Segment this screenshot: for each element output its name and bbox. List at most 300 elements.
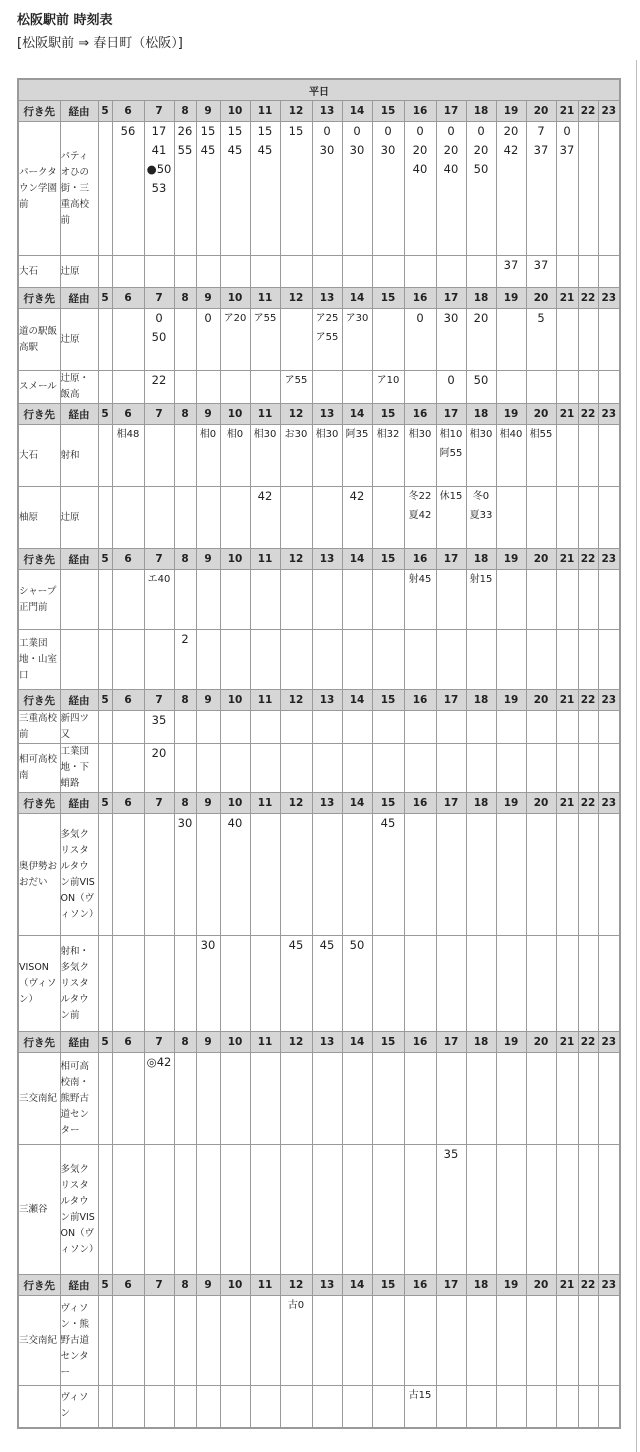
time-cell: 30 (174, 814, 196, 936)
time-cell (404, 1296, 436, 1386)
header-hour: 12 (280, 690, 312, 711)
header-hour: 9 (196, 1032, 220, 1053)
time-cell (98, 630, 112, 690)
header-hour: 8 (174, 101, 196, 122)
header-hour: 18 (466, 288, 496, 309)
time-cell (112, 371, 144, 404)
time-cell (466, 1386, 496, 1428)
time-cell (112, 711, 144, 744)
day-label: 平日 (18, 79, 620, 101)
time-cell (220, 711, 250, 744)
time-cell (598, 1053, 620, 1145)
header-destination: 行き先 (18, 793, 60, 814)
time-cell: 相10 阿55 (436, 425, 466, 487)
header-hour: 19 (496, 690, 526, 711)
header-hour: 13 (312, 1275, 342, 1296)
time-cell (312, 1145, 342, 1275)
time-cell: 古15 (404, 1386, 436, 1428)
section-header-row (18, 1032, 620, 1053)
header-hour: 10 (220, 101, 250, 122)
time-cell (174, 936, 196, 1032)
time-cell (196, 1053, 220, 1145)
time-cell (342, 744, 372, 793)
time-cell (578, 1053, 598, 1145)
time-cell (280, 1386, 312, 1428)
time-cell (556, 711, 578, 744)
time-cell (496, 1296, 526, 1386)
time-cell: 0 (404, 309, 436, 371)
header-via: 経由 (60, 690, 98, 711)
time-cell: 42 (342, 487, 372, 549)
time-cell (598, 630, 620, 690)
header-hour: 22 (578, 288, 598, 309)
header-hour: 10 (220, 793, 250, 814)
time-cell: 0 (196, 309, 220, 371)
time-cell: 阿35 (342, 425, 372, 487)
header-hour: 23 (598, 690, 620, 711)
destination-cell: 奥伊勢おおだい (18, 814, 60, 936)
time-cell (556, 371, 578, 404)
time-cell (372, 1386, 404, 1428)
timetable (17, 78, 621, 1429)
header-hour: 15 (372, 1275, 404, 1296)
header-hour: 20 (526, 1275, 556, 1296)
header-hour: 17 (436, 793, 466, 814)
time-cell (436, 744, 466, 793)
time-cell (112, 1296, 144, 1386)
header-hour: 7 (144, 793, 174, 814)
time-cell (578, 487, 598, 549)
header-hour: 20 (526, 101, 556, 122)
time-cell: 22 (144, 371, 174, 404)
time-cell (372, 1296, 404, 1386)
time-cell (196, 1145, 220, 1275)
timetable-row (18, 1053, 620, 1145)
destination-cell: 道の駅飯高駅 (18, 309, 60, 371)
time-cell (144, 814, 174, 936)
time-cell (196, 630, 220, 690)
time-cell (526, 1145, 556, 1275)
time-cell (496, 711, 526, 744)
time-cell (312, 371, 342, 404)
time-cell (220, 1296, 250, 1386)
header-hour: 5 (98, 1275, 112, 1296)
header-hour: 14 (342, 793, 372, 814)
header-hour: 21 (556, 549, 578, 570)
header-hour: 11 (250, 690, 280, 711)
time-cell (98, 122, 112, 256)
time-cell: エ40 (144, 570, 174, 630)
time-cell (174, 1145, 196, 1275)
time-cell (556, 1145, 578, 1275)
time-cell (342, 256, 372, 288)
time-cell (250, 711, 280, 744)
header-hour: 14 (342, 1275, 372, 1296)
time-cell (98, 425, 112, 487)
header-hour: 8 (174, 793, 196, 814)
time-cell (466, 1053, 496, 1145)
time-cell: 5 (526, 309, 556, 371)
time-cell (556, 487, 578, 549)
timetable-row (18, 711, 620, 744)
header-hour: 20 (526, 288, 556, 309)
header-hour: 12 (280, 793, 312, 814)
header-hour: 18 (466, 404, 496, 425)
time-cell (174, 309, 196, 371)
header-via: 経由 (60, 793, 98, 814)
header-hour: 6 (112, 1032, 144, 1053)
header-hour: 23 (598, 1275, 620, 1296)
header-hour: 12 (280, 101, 312, 122)
header-destination: 行き先 (18, 1275, 60, 1296)
header-hour: 18 (466, 690, 496, 711)
time-cell: 30 (196, 936, 220, 1032)
time-cell (526, 371, 556, 404)
time-cell (372, 309, 404, 371)
via-cell: 多気クリスタルタウン前VISON（ヴィソン） (60, 1145, 98, 1275)
time-cell (598, 371, 620, 404)
header-hour: 5 (98, 793, 112, 814)
time-cell (196, 814, 220, 936)
time-cell (112, 630, 144, 690)
header-hour: 7 (144, 690, 174, 711)
via-cell: 辻原・飯高 (60, 371, 98, 404)
time-cell: 0 30 (372, 122, 404, 256)
time-cell (98, 309, 112, 371)
time-cell (578, 309, 598, 371)
time-cell (436, 1053, 466, 1145)
section-header-row (18, 690, 620, 711)
time-cell: 0 (436, 371, 466, 404)
time-cell (220, 630, 250, 690)
via-cell: 射和 (60, 425, 98, 487)
header-hour: 22 (578, 404, 598, 425)
header-hour: 9 (196, 1275, 220, 1296)
time-cell (112, 744, 144, 793)
time-cell (526, 936, 556, 1032)
header-hour: 8 (174, 549, 196, 570)
header-hour: 5 (98, 101, 112, 122)
header-hour: 23 (598, 288, 620, 309)
header-hour: 6 (112, 288, 144, 309)
header-hour: 11 (250, 101, 280, 122)
time-cell (526, 744, 556, 793)
time-cell: 45 (372, 814, 404, 936)
time-cell (342, 1386, 372, 1428)
time-cell (578, 1296, 598, 1386)
time-cell (220, 371, 250, 404)
header-hour: 16 (404, 101, 436, 122)
time-cell (526, 630, 556, 690)
time-cell (112, 936, 144, 1032)
time-cell: 30 (436, 309, 466, 371)
time-cell (196, 711, 220, 744)
header-hour: 7 (144, 101, 174, 122)
time-cell (496, 630, 526, 690)
destination-cell: 相可高校南 (18, 744, 60, 793)
timetable-row (18, 487, 620, 549)
time-cell (144, 1386, 174, 1428)
day-header-row (18, 79, 620, 101)
time-cell (174, 371, 196, 404)
time-cell (112, 487, 144, 549)
time-cell (436, 1296, 466, 1386)
destination-cell: 大石 (18, 425, 60, 487)
time-cell (342, 814, 372, 936)
time-cell (404, 1053, 436, 1145)
time-cell (144, 1145, 174, 1275)
time-cell: 37 (526, 256, 556, 288)
time-cell (250, 1296, 280, 1386)
header-hour: 16 (404, 1275, 436, 1296)
header-hour: 21 (556, 793, 578, 814)
time-cell (280, 570, 312, 630)
time-cell: 相48 (112, 425, 144, 487)
header-hour: 16 (404, 690, 436, 711)
time-cell (578, 122, 598, 256)
time-cell (372, 1053, 404, 1145)
header-hour: 15 (372, 404, 404, 425)
time-cell (342, 371, 372, 404)
destination-cell: 三重高校前 (18, 711, 60, 744)
time-cell: 40 (220, 814, 250, 936)
via-cell: 新四ツ又 (60, 711, 98, 744)
time-cell (598, 1296, 620, 1386)
header-hour: 13 (312, 549, 342, 570)
header-destination: 行き先 (18, 549, 60, 570)
time-cell (496, 487, 526, 549)
time-cell (280, 487, 312, 549)
time-cell (250, 936, 280, 1032)
time-cell (496, 1145, 526, 1275)
time-cell (280, 256, 312, 288)
via-cell (60, 570, 98, 630)
header-hour: 12 (280, 404, 312, 425)
time-cell (280, 814, 312, 936)
time-cell (466, 256, 496, 288)
header-via: 経由 (60, 101, 98, 122)
time-cell (112, 814, 144, 936)
time-cell: 射45 (404, 570, 436, 630)
header-hour: 15 (372, 101, 404, 122)
timetable-row (18, 256, 620, 288)
time-cell (598, 711, 620, 744)
time-cell (496, 309, 526, 371)
time-cell: 17 41 ●50 53 (144, 122, 174, 256)
time-cell (436, 256, 466, 288)
time-cell: 15 45 (250, 122, 280, 256)
time-cell (98, 1386, 112, 1428)
section-header-row (18, 1275, 620, 1296)
time-cell (174, 744, 196, 793)
time-cell: ア55 (250, 309, 280, 371)
time-cell (280, 1053, 312, 1145)
header-hour: 11 (250, 549, 280, 570)
time-cell (112, 570, 144, 630)
time-cell (250, 570, 280, 630)
section-header-row (18, 288, 620, 309)
time-cell (98, 487, 112, 549)
header-hour: 5 (98, 549, 112, 570)
header-hour: 17 (436, 549, 466, 570)
header-hour: 14 (342, 288, 372, 309)
time-cell (436, 570, 466, 630)
time-cell (250, 256, 280, 288)
header-hour: 18 (466, 1032, 496, 1053)
destination-cell: 工業団地・山室口 (18, 630, 60, 690)
time-cell (174, 1053, 196, 1145)
header-hour: 6 (112, 101, 144, 122)
header-hour: 16 (404, 288, 436, 309)
time-cell (466, 711, 496, 744)
time-cell (556, 744, 578, 793)
timetable-row (18, 570, 620, 630)
time-cell (250, 371, 280, 404)
header-via: 経由 (60, 1275, 98, 1296)
time-cell (196, 256, 220, 288)
time-cell (404, 936, 436, 1032)
header-hour: 21 (556, 1032, 578, 1053)
time-cell: 相30 (250, 425, 280, 487)
time-cell (598, 256, 620, 288)
section-header-row (18, 549, 620, 570)
timetable-row (18, 744, 620, 793)
time-cell: 26 55 (174, 122, 196, 256)
time-cell (526, 814, 556, 936)
header-hour: 21 (556, 288, 578, 309)
time-cell: 0 37 (556, 122, 578, 256)
header-hour: 6 (112, 690, 144, 711)
header-hour: 7 (144, 288, 174, 309)
time-cell (196, 371, 220, 404)
time-cell (312, 1386, 342, 1428)
time-cell (312, 1053, 342, 1145)
time-cell (98, 711, 112, 744)
time-cell (112, 256, 144, 288)
time-cell (436, 936, 466, 1032)
time-cell: 20 (144, 744, 174, 793)
header-destination: 行き先 (18, 101, 60, 122)
via-cell: 辻原 (60, 309, 98, 371)
time-cell (98, 570, 112, 630)
time-cell (598, 1386, 620, 1428)
time-cell: 相32 (372, 425, 404, 487)
time-cell (556, 425, 578, 487)
time-cell: ア25 ア55 (312, 309, 342, 371)
time-cell (312, 630, 342, 690)
timetable-row (18, 371, 620, 404)
time-cell (598, 487, 620, 549)
time-cell (112, 1053, 144, 1145)
header-hour: 9 (196, 793, 220, 814)
time-cell (466, 630, 496, 690)
header-hour: 11 (250, 1275, 280, 1296)
time-cell (598, 309, 620, 371)
time-cell (466, 1145, 496, 1275)
header-via: 経由 (60, 288, 98, 309)
header-hour: 21 (556, 101, 578, 122)
time-cell (144, 1296, 174, 1386)
time-cell (196, 487, 220, 549)
time-cell (372, 936, 404, 1032)
header-hour: 14 (342, 690, 372, 711)
destination-cell: 三瀬谷 (18, 1145, 60, 1275)
time-cell (342, 1296, 372, 1386)
route-subtitle: [松阪駅前 ⇒ 春日町（松阪）] (17, 36, 183, 51)
header-hour: 7 (144, 1275, 174, 1296)
header-via: 経由 (60, 549, 98, 570)
time-cell: 50 (466, 371, 496, 404)
time-cell (174, 1296, 196, 1386)
time-cell: 42 (250, 487, 280, 549)
time-cell (144, 256, 174, 288)
time-cell (556, 1386, 578, 1428)
time-cell (598, 425, 620, 487)
time-cell: 冬22 夏42 (404, 487, 436, 549)
timetable-row (18, 814, 620, 936)
time-cell (598, 1145, 620, 1275)
time-cell (312, 744, 342, 793)
time-cell: 2 (174, 630, 196, 690)
header-hour: 10 (220, 690, 250, 711)
time-cell: 相30 (404, 425, 436, 487)
time-cell (220, 1145, 250, 1275)
time-cell (466, 814, 496, 936)
time-cell (578, 570, 598, 630)
time-cell (466, 1296, 496, 1386)
time-cell (372, 1145, 404, 1275)
time-cell (556, 309, 578, 371)
time-cell (144, 425, 174, 487)
time-cell (196, 1386, 220, 1428)
time-cell: ア20 (220, 309, 250, 371)
time-cell (280, 309, 312, 371)
header-hour: 10 (220, 549, 250, 570)
time-cell: 0 20 50 (466, 122, 496, 256)
time-cell: 20 (466, 309, 496, 371)
time-cell: 休15 (436, 487, 466, 549)
header-hour: 12 (280, 1275, 312, 1296)
time-cell (312, 256, 342, 288)
time-cell: ア30 (342, 309, 372, 371)
via-cell: 辻原 (60, 256, 98, 288)
header-hour: 17 (436, 1275, 466, 1296)
time-cell (220, 936, 250, 1032)
header-hour: 22 (578, 549, 598, 570)
time-cell: 35 (436, 1145, 466, 1275)
time-cell (526, 570, 556, 630)
timetable-row (18, 122, 620, 256)
via-cell: 射和・多気クリスタルタウン前 (60, 936, 98, 1032)
time-cell: 35 (144, 711, 174, 744)
header-hour: 19 (496, 288, 526, 309)
header-via: 経由 (60, 404, 98, 425)
destination-cell: シャープ正門前 (18, 570, 60, 630)
header-destination: 行き先 (18, 690, 60, 711)
section-header-row (18, 404, 620, 425)
header-hour: 9 (196, 101, 220, 122)
time-cell (556, 570, 578, 630)
header-hour: 20 (526, 690, 556, 711)
time-cell (144, 630, 174, 690)
time-cell (98, 1053, 112, 1145)
header-destination: 行き先 (18, 1032, 60, 1053)
header-hour: 9 (196, 549, 220, 570)
time-cell (372, 711, 404, 744)
time-cell (578, 711, 598, 744)
time-cell (526, 1296, 556, 1386)
time-cell (312, 711, 342, 744)
